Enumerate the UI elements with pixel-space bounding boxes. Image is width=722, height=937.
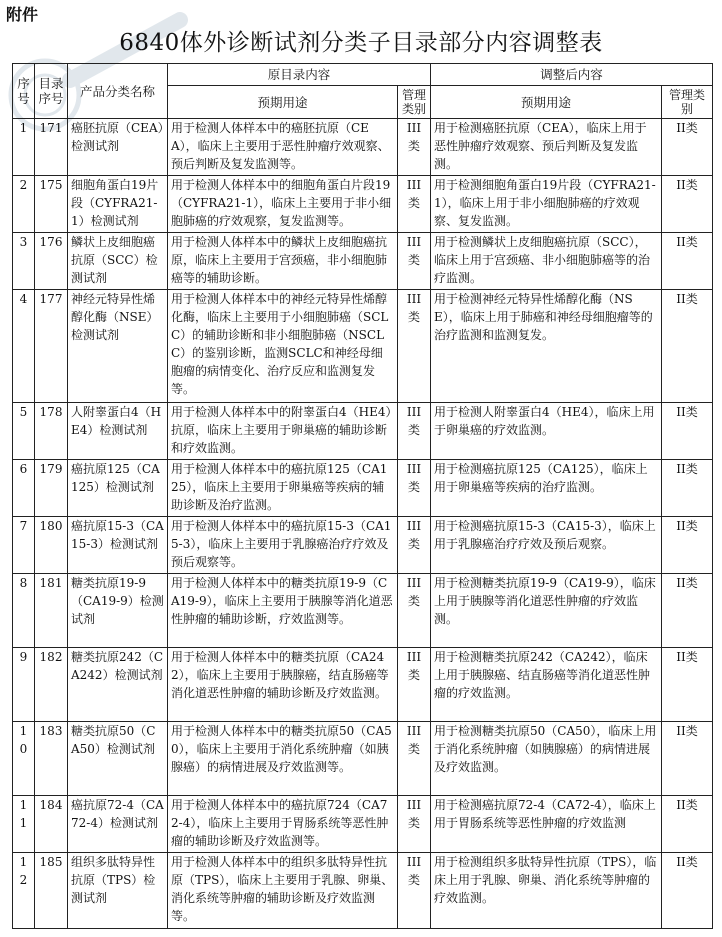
row-product-name: 癌抗原125（CA125）检测试剂 [68, 460, 168, 517]
row-adjusted-use: 用于检测组织多肽特异性抗原（TPS），临床上用于乳腺、卵巢、消化系统等肿瘤的疗效监测。 [431, 853, 662, 929]
row-catalog-seq: 181 [35, 574, 68, 648]
header-original-use: 预期用途 [168, 86, 398, 119]
row-adjusted-use: 用于检测糖类抗原242（CA242），临床上用于胰腺癌、结直肠癌等消化道恶性肿瘤的疗效监测。 [431, 648, 662, 722]
row-original-use: 用于检测人体样本中的癌抗原724（CA72-4），临床上主要用于胃肠系统等恶性肿瘤的辅助诊断及疗效监测等。 [168, 796, 398, 853]
table-row [13, 796, 713, 853]
row-seq: 8 [13, 574, 35, 648]
row-original-class: III类 [398, 290, 431, 403]
row-original-use: 用于检测人体样本中的鳞状上皮细胞癌抗原，临床上主要用于宫颈癌，非小细胞肺癌等的辅助诊断。 [168, 233, 398, 290]
table-row [13, 290, 713, 403]
row-original-class: III类 [398, 853, 431, 929]
row-original-use: 用于检测人体样本中的细胞角蛋白片段19（CYFRA21-1），临床上主要用于非小细胞肺癌的疗效观察，复发监测等。 [168, 176, 398, 233]
row-adjusted-use: 用于检测人附睾蛋白4（HE4），临床上用于卵巢癌的疗效监测。 [431, 403, 662, 460]
table-row [13, 722, 713, 796]
table-row [13, 233, 713, 290]
row-seq: 4 [13, 290, 35, 403]
row-product-name: 癌抗原15-3（CA15-3）检测试剂 [68, 517, 168, 574]
row-catalog-seq: 178 [35, 403, 68, 460]
row-adjusted-class: II类 [662, 722, 713, 796]
row-adjusted-class: II类 [662, 403, 713, 460]
row-catalog-seq: 185 [35, 853, 68, 929]
header-original-group: 原目录内容 [168, 64, 431, 86]
row-original-class: III类 [398, 796, 431, 853]
row-adjusted-class: II类 [662, 853, 713, 929]
row-adjusted-class: II类 [662, 119, 713, 176]
row-original-use: 用于检测人体样本中的癌抗原15-3（CA15-3），临床上主要用于乳腺癌治疗疗效及预后观察等。 [168, 517, 398, 574]
row-seq: 5 [13, 403, 35, 460]
row-product-name: 糖类抗原50（CA50）检测试剂 [68, 722, 168, 796]
row-catalog-seq: 177 [35, 290, 68, 403]
row-original-class: III类 [398, 403, 431, 460]
page-title: 6840体外诊断试剂分类子目录部分内容调整表 [119, 30, 603, 56]
row-adjusted-use: 用于检测糖类抗原19-9（CA19-9），临床上用于胰腺等消化道恶性肿瘤的疗效监测。 [431, 574, 662, 648]
row-original-use: 用于检测人体样本中的糖类抗原19-9（CA19-9），临床上主要用于胰腺等消化道恶性肿瘤的辅助诊断，疗效监测等。 [168, 574, 398, 648]
row-catalog-seq: 182 [35, 648, 68, 722]
row-product-name: 鳞状上皮细胞癌抗原（SCC）检测试剂 [68, 233, 168, 290]
row-original-use: 用于检测人体样本中的癌抗原125（CA125），临床上主要用于卵巢癌等疾病的辅助诊断及治疗监测。 [168, 460, 398, 517]
table-row [13, 853, 713, 929]
row-seq: 7 [13, 517, 35, 574]
row-seq: 9 [13, 648, 35, 722]
row-adjusted-use: 用于检测癌抗原72-4（CA72-4），临床上用于胃肠系统等恶性肿瘤的疗效监测 [431, 796, 662, 853]
row-adjusted-class: II类 [662, 796, 713, 853]
row-original-use: 用于检测人体样本中的糖类抗原50（CA50），临床上主要用于消化系统肿瘤（如胰腺癌）的病情进展及疗效监测等。 [168, 722, 398, 796]
row-product-name: 糖类抗原19-9（CA19-9）检测试剂 [68, 574, 168, 648]
adjustment-table [12, 63, 713, 929]
row-original-class: III类 [398, 176, 431, 233]
row-product-name: 癌胚抗原（CEA）检测试剂 [68, 119, 168, 176]
row-adjusted-class: II类 [662, 574, 713, 648]
row-adjusted-use: 用于检测癌胚抗原（CEA），临床上用于恶性肿瘤疗效观察、预后判断及复发监测。 [431, 119, 662, 176]
header-adjusted-use: 预期用途 [431, 86, 662, 119]
row-catalog-seq: 176 [35, 233, 68, 290]
header-original-class: 管理类别 [398, 86, 431, 119]
row-adjusted-class: II类 [662, 517, 713, 574]
table-row [13, 648, 713, 722]
table-row [13, 574, 713, 648]
row-product-name: 癌抗原72-4（CA72-4）检测试剂 [68, 796, 168, 853]
row-adjusted-use: 用于检测细胞角蛋白19片段（CYFRA21-1），临床上用于非小细胞肺癌的疗效观察、复发监测。 [431, 176, 662, 233]
header-adjusted-group: 调整后内容 [431, 64, 713, 86]
row-original-use: 用于检测人体样本中的附睾蛋白4（HE4）抗原，临床上主要用于卵巢癌的辅助诊断和疗效监测。 [168, 403, 398, 460]
row-original-use: 用于检测人体样本中的糖类抗原（CA242），临床上主要用于胰腺癌，结直肠癌等消化道恶性肿瘤的辅助诊断及疗效监测。 [168, 648, 398, 722]
row-seq: 1 [13, 119, 35, 176]
row-adjusted-use: 用于检测糖类抗原50（CA50），临床上用于消化系统肿瘤（如胰腺癌）的病情进展及疗效监测。 [431, 722, 662, 796]
table-row [13, 403, 713, 460]
table-row [13, 119, 713, 176]
row-original-class: III类 [398, 648, 431, 722]
header-seq: 序号 [13, 64, 35, 119]
row-adjusted-class: II类 [662, 460, 713, 517]
row-seq: 6 [13, 460, 35, 517]
row-adjusted-use: 用于检测鳞状上皮细胞癌抗原（SCC），临床上用于宫颈癌、非小细胞肺癌等的治疗监测。 [431, 233, 662, 290]
row-adjusted-use: 用于检测神经元特异性烯醇化酶（NSE），临床上用于肺癌和神经母细胞瘤等的治疗监测和监测复发。 [431, 290, 662, 403]
row-catalog-seq: 171 [35, 119, 68, 176]
row-adjusted-use: 用于检测癌抗原125（CA125），临床上用于卵巢癌等疾病的治疗监测。 [431, 460, 662, 517]
row-adjusted-class: II类 [662, 648, 713, 722]
row-product-name: 细胞角蛋白19片段（CYFRA21-1）检测试剂 [68, 176, 168, 233]
table-row [13, 517, 713, 574]
row-catalog-seq: 184 [35, 796, 68, 853]
header-product-name: 产品分类名称 [68, 64, 168, 119]
row-catalog-seq: 175 [35, 176, 68, 233]
row-original-class: III类 [398, 233, 431, 290]
header-catalog-seq: 目录序号 [35, 64, 68, 119]
attachment-label: 附件 [6, 5, 39, 24]
row-catalog-seq: 179 [35, 460, 68, 517]
row-original-use: 用于检测人体样本中的组织多肽特异性抗原（TPS），临床上主要用于乳腺、卵巢、消化系统等肿瘤的辅助诊断及疗效监测等。 [168, 853, 398, 929]
row-original-class: III类 [398, 574, 431, 648]
row-original-use: 用于检测人体样本中的癌胚抗原（CEA），临床上主要用于恶性肿瘤疗效观察、预后判断及复发监测等。 [168, 119, 398, 176]
row-seq: 3 [13, 233, 35, 290]
row-product-name: 组织多肽特异性抗原（TPS）检测试剂 [68, 853, 168, 929]
row-seq: 2 [13, 176, 35, 233]
row-original-class: III类 [398, 460, 431, 517]
row-original-class: III类 [398, 119, 431, 176]
row-original-class: III类 [398, 722, 431, 796]
row-seq: 12 [13, 853, 35, 929]
table-row [13, 176, 713, 233]
row-seq: 11 [13, 796, 35, 853]
row-product-name: 人附睾蛋白4（HE4）检测试剂 [68, 403, 168, 460]
row-product-name: 神经元特异性烯醇化酶（NSE）检测试剂 [68, 290, 168, 403]
row-adjusted-class: II类 [662, 290, 713, 403]
header-adjusted-class: 管理类别 [662, 86, 713, 119]
row-catalog-seq: 183 [35, 722, 68, 796]
row-catalog-seq: 180 [35, 517, 68, 574]
row-adjusted-class: II类 [662, 176, 713, 233]
row-seq: 10 [13, 722, 35, 796]
row-adjusted-class: II类 [662, 233, 713, 290]
row-original-class: III类 [398, 517, 431, 574]
table-row [13, 460, 713, 517]
row-product-name: 糖类抗原242（CA242）检测试剂 [68, 648, 168, 722]
table-body [13, 119, 713, 929]
row-adjusted-use: 用于检测癌抗原15-3（CA15-3），临床上用于乳腺癌治疗疗效及预后观察。 [431, 517, 662, 574]
row-original-use: 用于检测人体样本中的神经元特异性烯醇化酶，临床上主要用于小细胞肺癌（SCLC）的辅助诊断和非小细胞肺癌（NSCLC）的鉴别诊断，监测SCLC和神经母细胞瘤的病情变化、治疗反应和监测复发等。 [168, 290, 398, 403]
